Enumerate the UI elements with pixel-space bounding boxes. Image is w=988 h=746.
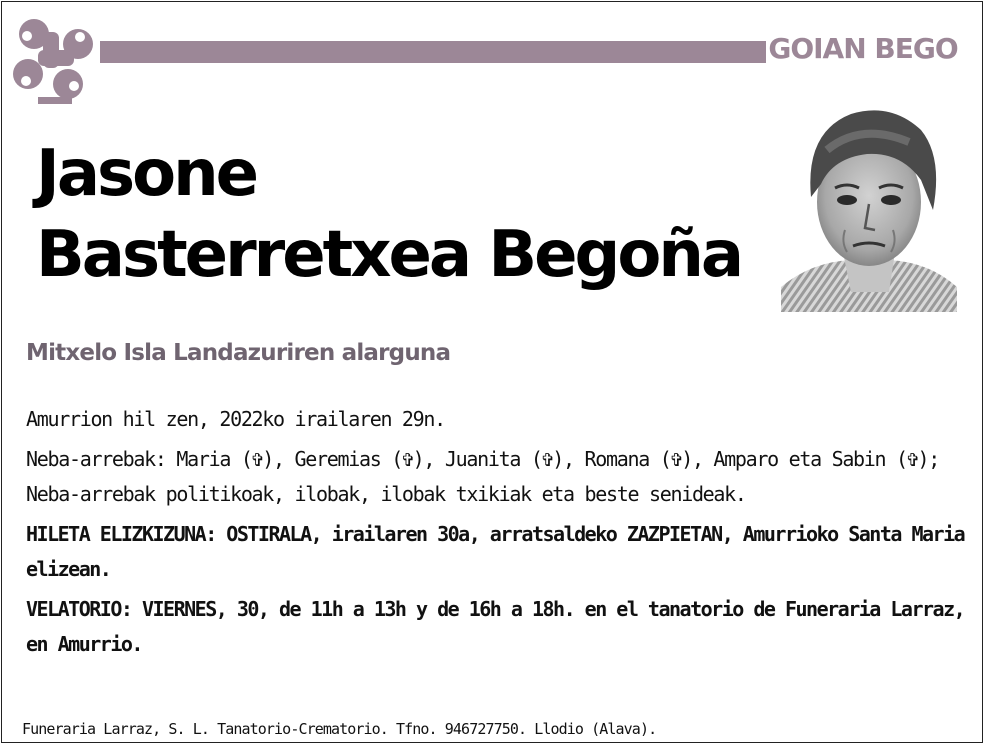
first-name: Jasone bbox=[36, 137, 257, 211]
funeral-info: HILETA ELIZKIZUNA: OSTIRALA, irailaren 30a, arratsaldeko ZAZPIETAN, Amurrioko Santa Maria elizean. bbox=[26, 522, 965, 581]
notice-body bbox=[26, 402, 966, 667]
portrait-photo bbox=[781, 102, 957, 312]
wake-info: VELATORIO: VIERNES, 30, de 11h a 13h y de 16h a 18h. en el tanatorio de Funeraria Larraz, en Amurrio. bbox=[26, 597, 965, 656]
funeral-home-footer: Funeraria Larraz, S. L. Tanatorio-Crematorio. Tfno. 946727750. Llodio (Alava). bbox=[22, 720, 657, 738]
deceased-name bbox=[36, 134, 741, 296]
obituary-card bbox=[1, 1, 983, 743]
header-bar bbox=[100, 41, 766, 63]
death-notice: Amurrion hil zen, 2022ko irailaren 29n. bbox=[26, 407, 445, 431]
goian-bego-label: GOIAN BEGO bbox=[768, 32, 958, 65]
family-list: Neba-arrebak: Maria (✞), Geremias (✞), Juanita (✞), Romana (✞), Amparo eta Sabin (✞); Neba-arrebak politikoak, ilobak, ilobak txikiak eta beste senideak. bbox=[26, 447, 939, 506]
lauburu-icon bbox=[10, 12, 98, 108]
relation-subtitle: Mitxelo Isla Landazuriren alarguna bbox=[26, 340, 451, 366]
surnames: Basterretxea Begoña bbox=[36, 218, 742, 292]
